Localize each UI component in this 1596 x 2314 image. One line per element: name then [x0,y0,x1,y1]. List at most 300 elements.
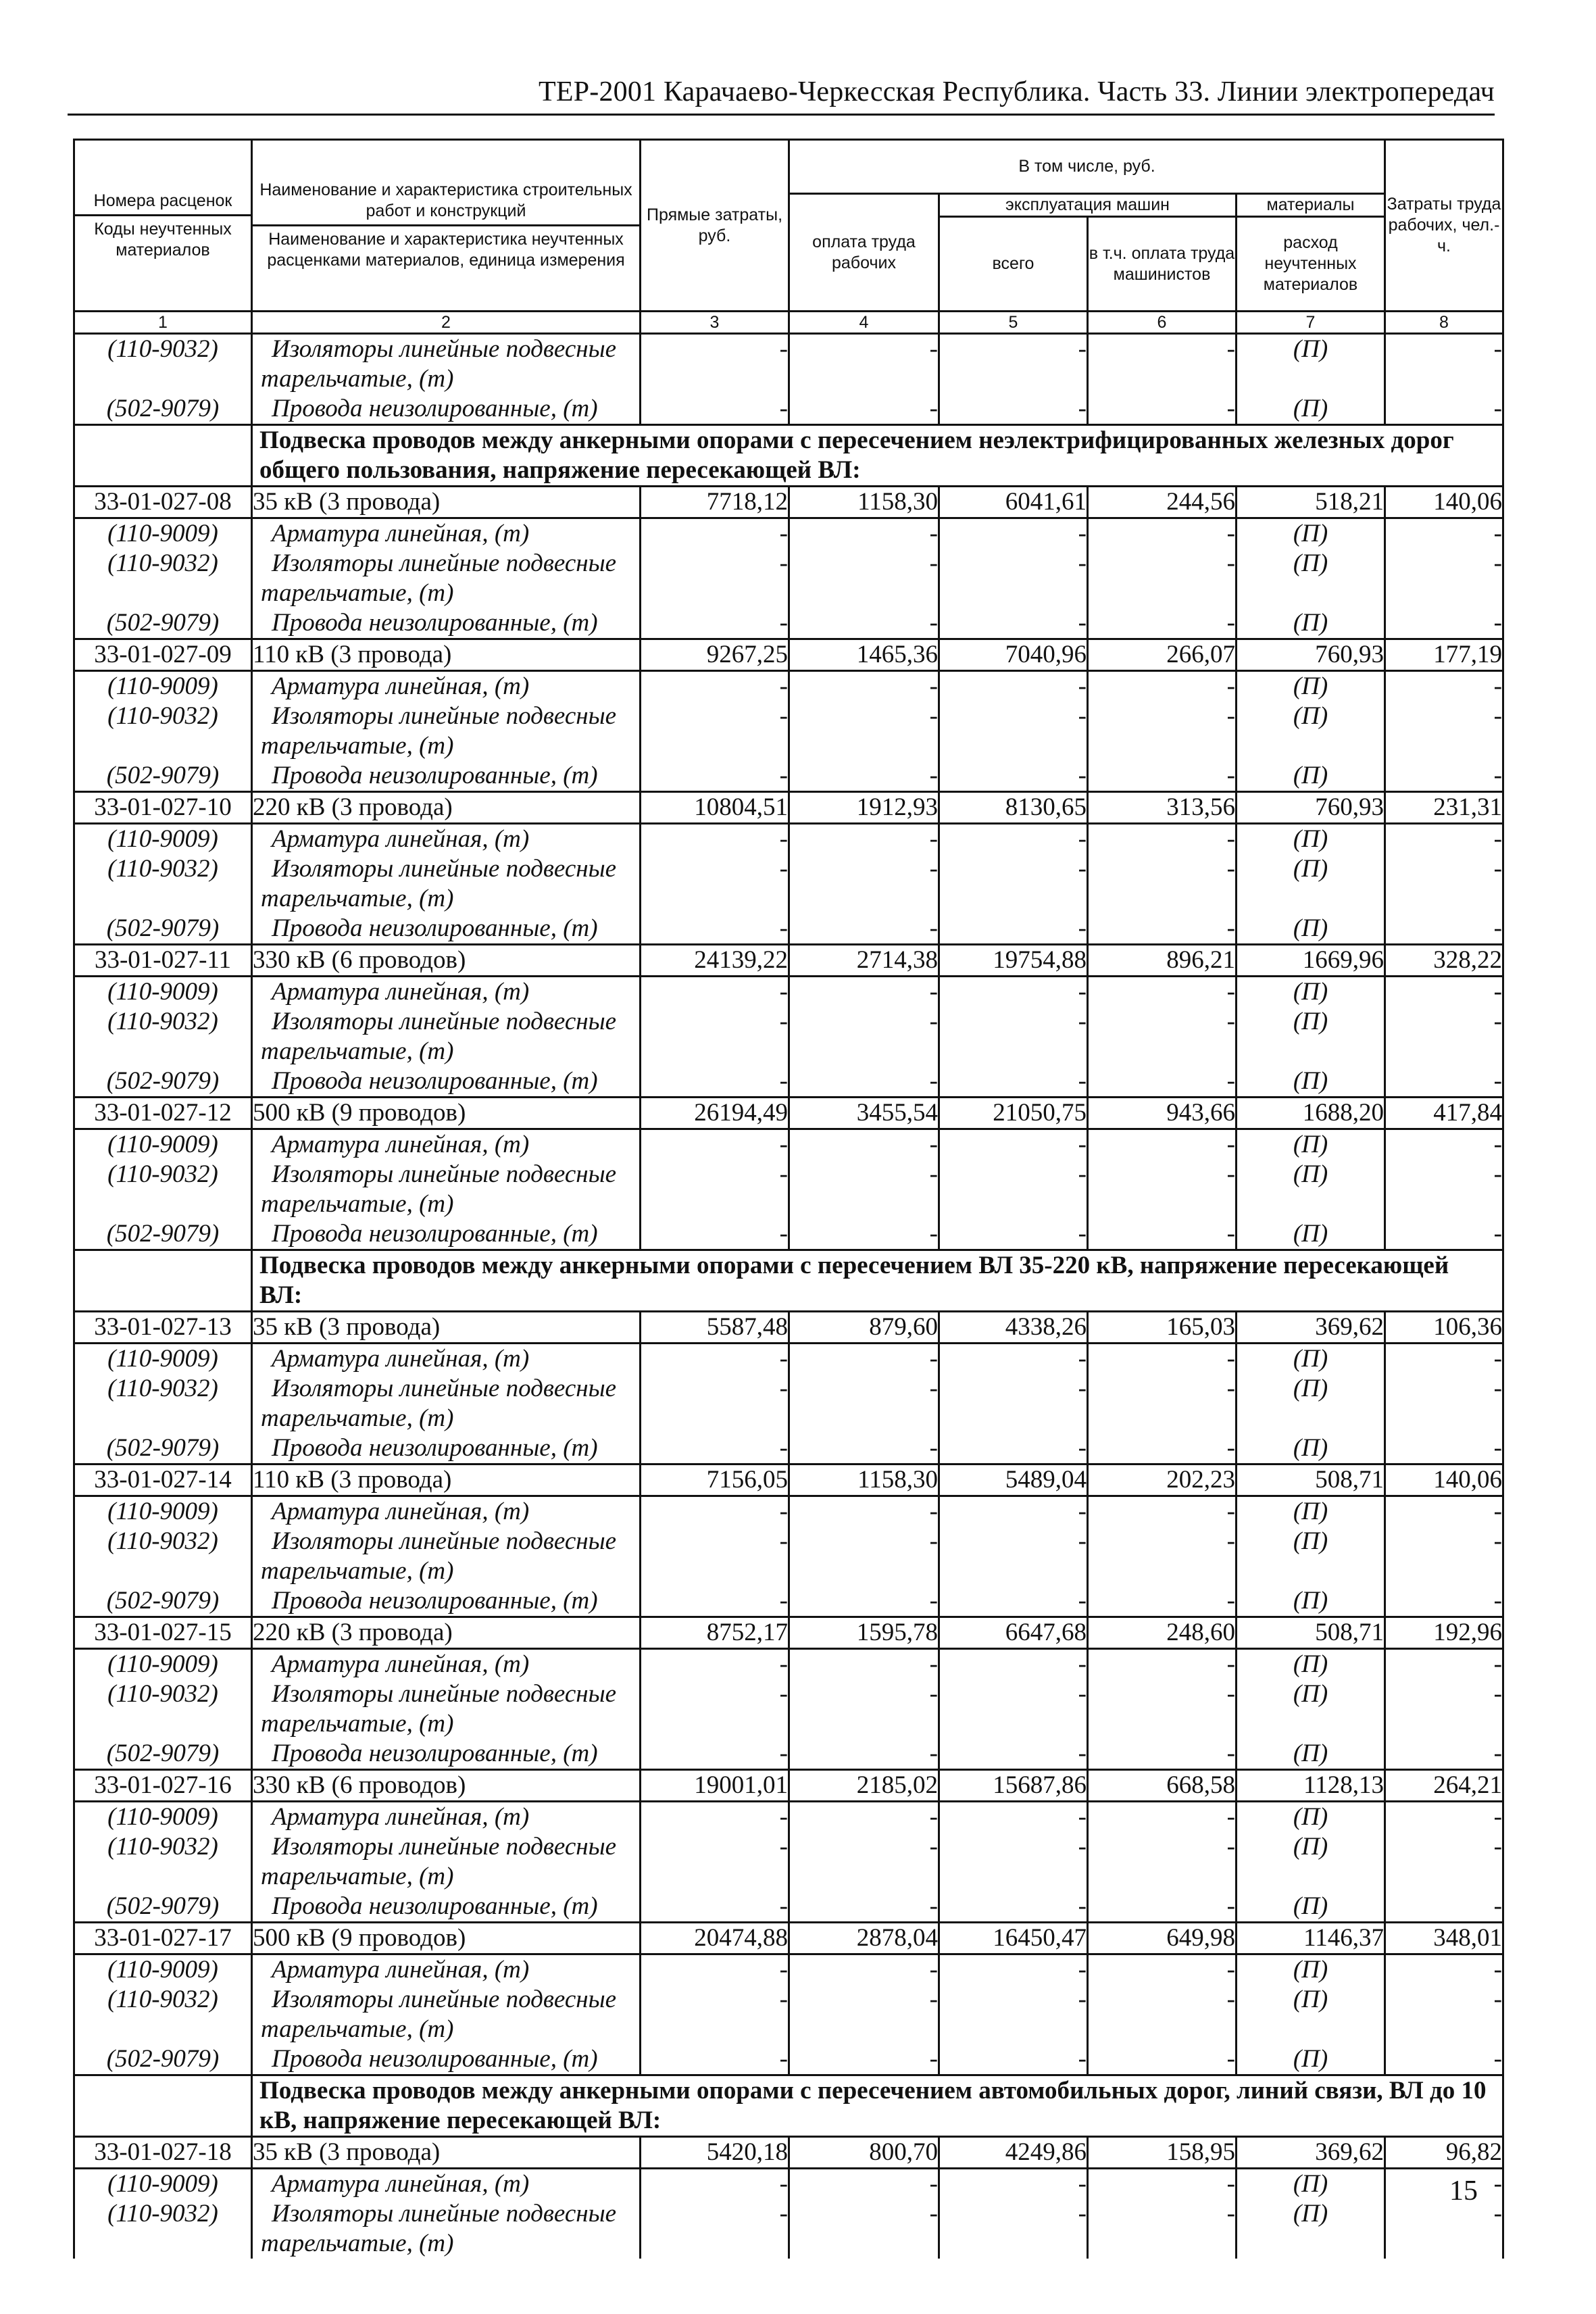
rate-name [252,487,641,518]
material-row [74,608,1503,639]
col-number-3: 3 [641,312,789,334]
name-text-continued: тарельчатые, (т) [261,1557,454,1585]
rate-row [74,487,1503,518]
material-row [74,1160,1503,1219]
material-code: (110-9032) [74,854,252,914]
material-code: (502-9079) [74,2044,252,2075]
name-text: Арматура линейная, (т) [272,1650,530,1678]
direct-costs-value: - [641,1649,789,1680]
workers-pay-value: - [789,1586,939,1617]
materials-value: (П) [1237,1344,1385,1375]
operators-pay-value: - [1088,1344,1237,1375]
operators-pay-value: - [1088,2199,1237,2259]
name-text: Провода неизолированные, (т) [272,1587,598,1615]
material-row [74,1129,1503,1160]
material-name [252,1802,641,1833]
direct-costs-value: 5587,48 [641,1312,789,1344]
materials-value: (П) [1237,914,1385,945]
operators-pay-value: - [1088,761,1237,792]
direct-costs-value: 7718,12 [641,487,789,518]
materials-value: (П) [1237,1892,1385,1923]
workers-pay-value: - [789,977,939,1008]
name-text-continued: тарельчатые, (т) [261,885,454,912]
col-number-7: 7 [1237,312,1385,334]
operators-pay-value: - [1088,854,1237,914]
labor-costs-value: - [1385,1219,1503,1250]
name-text: Арматура линейная, (т) [272,825,530,853]
name-text: 110 кВ (3 провода) [253,641,452,668]
operators-pay-value: 202,23 [1088,1464,1237,1496]
materials-value: (П) [1237,2044,1385,2075]
rate-code: 33-01-027-18 [74,2137,252,2169]
workers-pay-value: - [789,914,939,945]
material-code: (502-9079) [74,608,252,639]
materials-value: (П) [1237,608,1385,639]
name-text: Изоляторы линейные подвесные [272,1833,617,1861]
name-text-continued: тарельчатые, (т) [261,1863,454,1890]
material-code: (110-9032) [74,1832,252,1892]
labor-costs-value: 177,19 [1385,639,1503,671]
name-text: Арматура линейная, (т) [272,1956,530,1984]
material-row [74,1007,1503,1066]
name-text: Арматура линейная, (т) [272,672,530,700]
workers-pay-value: - [789,2169,939,2200]
labor-costs-value: - [1385,1374,1503,1433]
machines-total-value: - [939,1649,1088,1680]
materials-value: (П) [1237,701,1385,761]
labor-costs-value: - [1385,2044,1503,2075]
labor-costs-value: - [1385,1586,1503,1617]
labor-costs-value: - [1385,1832,1503,1892]
labor-costs-value: - [1385,854,1503,914]
material-row [74,824,1503,855]
rate-row [74,1617,1503,1649]
name-text: Изоляторы линейные подвесные [272,1680,617,1708]
material-code: (110-9032) [74,1679,252,1739]
direct-costs-value: 19001,01 [641,1770,789,1802]
operators-pay-value: - [1088,2044,1237,2075]
machines-total-value: 16450,47 [939,1923,1088,1954]
machines-total-value: - [939,1066,1088,1098]
material-name [252,1892,641,1923]
operators-pay-value: - [1088,1832,1237,1892]
materials-value: (П) [1237,2169,1385,2200]
direct-costs-value: - [641,2169,789,2200]
section-heading-row [74,2075,1503,2137]
section-heading: Подвеска проводов между анкерными опорами с пересечением ВЛ 35-220 кВ, напряжение пересекающей ВЛ: [252,1250,1503,1312]
machines-total-value: 4249,86 [939,2137,1088,2169]
material-row [74,701,1503,761]
machines-total-value: - [939,1496,1088,1527]
direct-costs-value: - [641,671,789,702]
direct-costs-value: - [641,1129,789,1160]
direct-costs-value: - [641,608,789,639]
operators-pay-value: - [1088,2169,1237,2200]
operators-pay-value: - [1088,1586,1237,1617]
material-name [252,1739,641,1770]
workers-pay-value: - [789,1802,939,1833]
rate-name [252,1617,641,1649]
workers-pay-value: 1595,78 [789,1617,939,1649]
name-text-continued: тарельчатые, (т) [261,2015,454,2043]
workers-pay-value: - [789,671,939,702]
material-row [74,1985,1503,2044]
col-material-codes-label: Коды неучтенных материалов [75,214,251,261]
workers-pay-value: - [789,1160,939,1219]
direct-costs-value: 26194,49 [641,1098,789,1129]
rate-code: 33-01-027-13 [74,1312,252,1344]
workers-pay-value: - [789,1892,939,1923]
workers-pay-value: - [789,2044,939,2075]
operators-pay-value: - [1088,1007,1237,1066]
direct-costs-value: 10804,51 [641,792,789,824]
operators-pay-value: - [1088,1496,1237,1527]
operators-pay-value: - [1088,1985,1237,2044]
name-text: Изоляторы линейные подвесные [272,1986,617,2013]
name-text: Изоляторы линейные подвесные [272,335,617,363]
operators-pay-value: 668,58 [1088,1770,1237,1802]
material-row [74,334,1503,395]
labor-costs-value: - [1385,1892,1503,1923]
materials-value: 1146,37 [1237,1923,1385,1954]
col-name-header [252,140,641,312]
materials-value: 760,93 [1237,639,1385,671]
workers-pay-value: - [789,1344,939,1375]
rate-name [252,792,641,824]
labor-costs-value: - [1385,1679,1503,1739]
machines-total-value: - [939,608,1088,639]
operators-pay-value: - [1088,549,1237,608]
name-text: Провода неизолированные, (т) [272,914,598,942]
machines-total-value: 4338,26 [939,1312,1088,1344]
material-name [252,824,641,855]
name-text: Провода неизолированные, (т) [272,1434,598,1462]
materials-value: (П) [1237,1985,1385,2044]
materials-value: (П) [1237,334,1385,395]
page-header-title: ТЕР-2001 Карачаево-Черкесская Республика. Часть 33. Линии электропередач [538,76,1495,107]
operators-pay-value: - [1088,1739,1237,1770]
name-text: Изоляторы линейные подвесные [272,855,617,883]
rate-row [74,945,1503,977]
labor-costs-value: - [1385,2169,1503,2200]
material-code: (110-9009) [74,1496,252,1527]
material-name [252,334,641,395]
material-row [74,1679,1503,1739]
operators-pay-value: 244,56 [1088,487,1237,518]
direct-costs-value: - [641,701,789,761]
name-text: Арматура линейная, (т) [272,1498,530,1525]
machines-total-value: 6647,68 [939,1617,1088,1649]
operators-pay-value: - [1088,1892,1237,1923]
name-text-continued: тарельчатые, (т) [261,732,454,760]
name-text: Изоляторы линейные подвесные [272,1160,617,1188]
labor-costs-value: - [1385,1129,1503,1160]
machines-total-value: - [939,701,1088,761]
col-number-1: 1 [74,312,252,334]
header-rule [68,114,1495,116]
machines-total-value: - [939,1527,1088,1586]
direct-costs-value: 20474,88 [641,1923,789,1954]
material-name [252,701,641,761]
material-name [252,1496,641,1527]
name-text: 330 кВ (6 проводов) [253,1771,466,1799]
operators-pay-value: - [1088,1066,1237,1098]
labor-costs-value: - [1385,977,1503,1008]
operators-pay-value: - [1088,1433,1237,1464]
machines-total-value: 5489,04 [939,1464,1088,1496]
col-machines-header: эксплуатация машин [939,194,1237,217]
materials-value: 1128,13 [1237,1770,1385,1802]
machines-total-value: - [939,1739,1088,1770]
material-code: (502-9079) [74,394,252,425]
materials-value: 518,21 [1237,487,1385,518]
direct-costs-value: - [641,1433,789,1464]
rate-row [74,1923,1503,1954]
machines-total-value: - [939,1802,1088,1833]
machines-total-value: - [939,1586,1088,1617]
material-name [252,2044,641,2075]
labor-costs-value: - [1385,334,1503,395]
material-row [74,1433,1503,1464]
material-row [74,2044,1503,2075]
material-code: (502-9079) [74,1219,252,1250]
workers-pay-value: - [789,334,939,395]
workers-pay-value: 1912,93 [789,792,939,824]
name-text: 110 кВ (3 провода) [253,1466,452,1494]
materials-value: (П) [1237,1679,1385,1739]
material-row [74,977,1503,1008]
machines-total-value: - [939,977,1088,1008]
machines-total-value: 8130,65 [939,792,1088,824]
workers-pay-value: - [789,1527,939,1586]
material-code: (502-9079) [74,914,252,945]
name-text: Изоляторы линейные подвесные [272,549,617,577]
workers-pay-value: - [789,1739,939,1770]
section-heading: Подвеска проводов между анкерными опорами с пересечением автомобильных дорог, линий связи, ВЛ до 10 кВ, напряжение пересекающей ВЛ: [252,2075,1503,2137]
material-name [252,1832,641,1892]
col-number-5: 5 [939,312,1088,334]
material-row [74,1527,1503,1586]
workers-pay-value: - [789,1954,939,1986]
col-machines-total-header: всего [939,217,1088,312]
name-text: Изоляторы линейные подвесные [272,1527,617,1555]
workers-pay-value: - [789,394,939,425]
workers-pay-value: - [789,1374,939,1433]
direct-costs-value: - [641,1985,789,2044]
material-name [252,1433,641,1464]
section-heading-row [74,425,1503,487]
material-name [252,1374,641,1433]
material-name [252,1527,641,1586]
material-name [252,1344,641,1375]
labor-costs-value: 348,01 [1385,1923,1503,1954]
labor-costs-value: 192,96 [1385,1617,1503,1649]
rate-name [252,2137,641,2169]
operators-pay-value: 266,07 [1088,639,1237,671]
rate-code: 33-01-027-08 [74,487,252,518]
labor-costs-value: - [1385,1496,1503,1527]
direct-costs-value: 24139,22 [641,945,789,977]
direct-costs-value: - [641,1066,789,1098]
name-text: Изоляторы линейные подвесные [272,1008,617,1035]
direct-costs-value: - [641,518,789,549]
materials-value: (П) [1237,1129,1385,1160]
workers-pay-value: 2714,38 [789,945,939,977]
operators-pay-value: - [1088,1679,1237,1739]
material-name [252,2169,641,2200]
material-row [74,1374,1503,1433]
section-heading: Подвеска проводов между анкерными опорами с пересечением неэлектрифицированных железных дорог общего пользования, напряжение пересекающей ВЛ: [252,425,1503,487]
section-spacer-cell [74,425,252,487]
machines-total-value: - [939,761,1088,792]
name-text: Провода неизолированные, (т) [272,762,598,789]
machines-total-value: - [939,1832,1088,1892]
labor-costs-value: - [1385,394,1503,425]
rate-name [252,1770,641,1802]
labor-costs-value: - [1385,1954,1503,1986]
materials-value: (П) [1237,1433,1385,1464]
name-text: 500 кВ (9 проводов) [253,1924,466,1952]
machines-total-value: 19754,88 [939,945,1088,977]
workers-pay-value: 3455,54 [789,1098,939,1129]
machines-total-value: - [939,1160,1088,1219]
machines-total-value: 7040,96 [939,639,1088,671]
direct-costs-value: - [641,1007,789,1066]
name-text: 35 кВ (3 провода) [253,1313,441,1341]
labor-costs-value: 96,82 [1385,2137,1503,2169]
materials-value: (П) [1237,1954,1385,1986]
rate-row [74,639,1503,671]
workers-pay-value: - [789,1649,939,1680]
machines-total-value: - [939,1892,1088,1923]
material-code: (110-9032) [74,549,252,608]
workers-pay-value: - [789,1066,939,1098]
machines-total-value: - [939,1679,1088,1739]
material-row [74,2169,1503,2200]
direct-costs-value: - [641,1219,789,1250]
labor-costs-value: 231,31 [1385,792,1503,824]
name-text: 35 кВ (3 провода) [253,488,441,516]
workers-pay-value: - [789,549,939,608]
machines-total-value: - [939,824,1088,855]
workers-pay-value: 1465,36 [789,639,939,671]
name-text: Провода неизолированные, (т) [272,1740,598,1767]
name-text: Изоляторы линейные подвесные [272,2200,617,2227]
material-code: (110-9032) [74,2199,252,2259]
labor-costs-value: - [1385,914,1503,945]
materials-value: (П) [1237,1374,1385,1433]
workers-pay-value: - [789,824,939,855]
name-text: 500 кВ (9 проводов) [253,1099,466,1127]
material-name [252,1985,641,2044]
rate-name [252,639,641,671]
labor-costs-value: - [1385,1433,1503,1464]
materials-value: (П) [1237,394,1385,425]
workers-pay-value: - [789,1832,939,1892]
name-text: Провода неизолированные, (т) [272,2045,598,2073]
material-row [74,1832,1503,1892]
direct-costs-value: - [641,854,789,914]
material-name [252,1679,641,1739]
material-code: (502-9079) [74,1433,252,1464]
rate-row [74,2137,1503,2169]
name-text: 220 кВ (3 провода) [253,1619,453,1646]
materials-value: (П) [1237,1160,1385,1219]
materials-value: (П) [1237,1496,1385,1527]
col-operators-pay-header: в т.ч. оплата труда машинистов [1088,217,1237,312]
name-text: Провода неизолированные, (т) [272,1067,598,1095]
workers-pay-value: - [789,608,939,639]
material-name [252,1066,641,1098]
materials-value: (П) [1237,1832,1385,1892]
direct-costs-value: - [641,394,789,425]
materials-value: (П) [1237,1219,1385,1250]
material-code: (502-9079) [74,1066,252,1098]
labor-costs-value: 140,06 [1385,1464,1503,1496]
operators-pay-value: - [1088,1649,1237,1680]
workers-pay-value: 879,60 [789,1312,939,1344]
machines-total-value: - [939,1129,1088,1160]
materials-value: (П) [1237,761,1385,792]
machines-total-value: - [939,394,1088,425]
material-row [74,1649,1503,1680]
materials-value: (П) [1237,977,1385,1008]
material-name [252,977,641,1008]
materials-value: 508,71 [1237,1464,1385,1496]
name-text: Провода неизолированные, (т) [272,395,598,422]
direct-costs-value: - [641,1892,789,1923]
name-text: Арматура линейная, (т) [272,520,530,547]
operators-pay-value: - [1088,1802,1237,1833]
direct-costs-value: - [641,977,789,1008]
labor-costs-value: - [1385,2199,1503,2259]
col-number-2: 2 [252,312,641,334]
workers-pay-value: - [789,1496,939,1527]
operators-pay-value: - [1088,334,1237,395]
material-name [252,914,641,945]
rates-table [73,139,1504,2259]
name-text: Провода неизолированные, (т) [272,1892,598,1920]
material-code: (110-9009) [74,1954,252,1986]
materials-value: 369,62 [1237,1312,1385,1344]
labor-costs-value: - [1385,671,1503,702]
materials-value: (П) [1237,1649,1385,1680]
section-heading-row [74,1250,1503,1312]
machines-total-value: - [939,854,1088,914]
rate-code: 33-01-027-10 [74,792,252,824]
labor-costs-value: - [1385,701,1503,761]
rate-code: 33-01-027-12 [74,1098,252,1129]
material-name [252,549,641,608]
rate-row [74,1464,1503,1496]
material-row [74,1219,1503,1250]
material-code: (110-9032) [74,1527,252,1586]
material-row [74,1954,1503,1986]
labor-costs-value: - [1385,1160,1503,1219]
col-group-header: В том числе, руб. [789,140,1385,194]
operators-pay-value: - [1088,608,1237,639]
materials-value: (П) [1237,1527,1385,1586]
labor-costs-value: - [1385,1527,1503,1586]
page-number: 15 [1449,2175,1478,2207]
material-name [252,671,641,702]
material-code: (110-9032) [74,1374,252,1433]
materials-value: (П) [1237,1007,1385,1066]
direct-costs-value: - [641,1344,789,1375]
operators-pay-value: 649,98 [1088,1923,1237,1954]
labor-costs-value: 106,36 [1385,1312,1503,1344]
rate-code: 33-01-027-09 [74,639,252,671]
